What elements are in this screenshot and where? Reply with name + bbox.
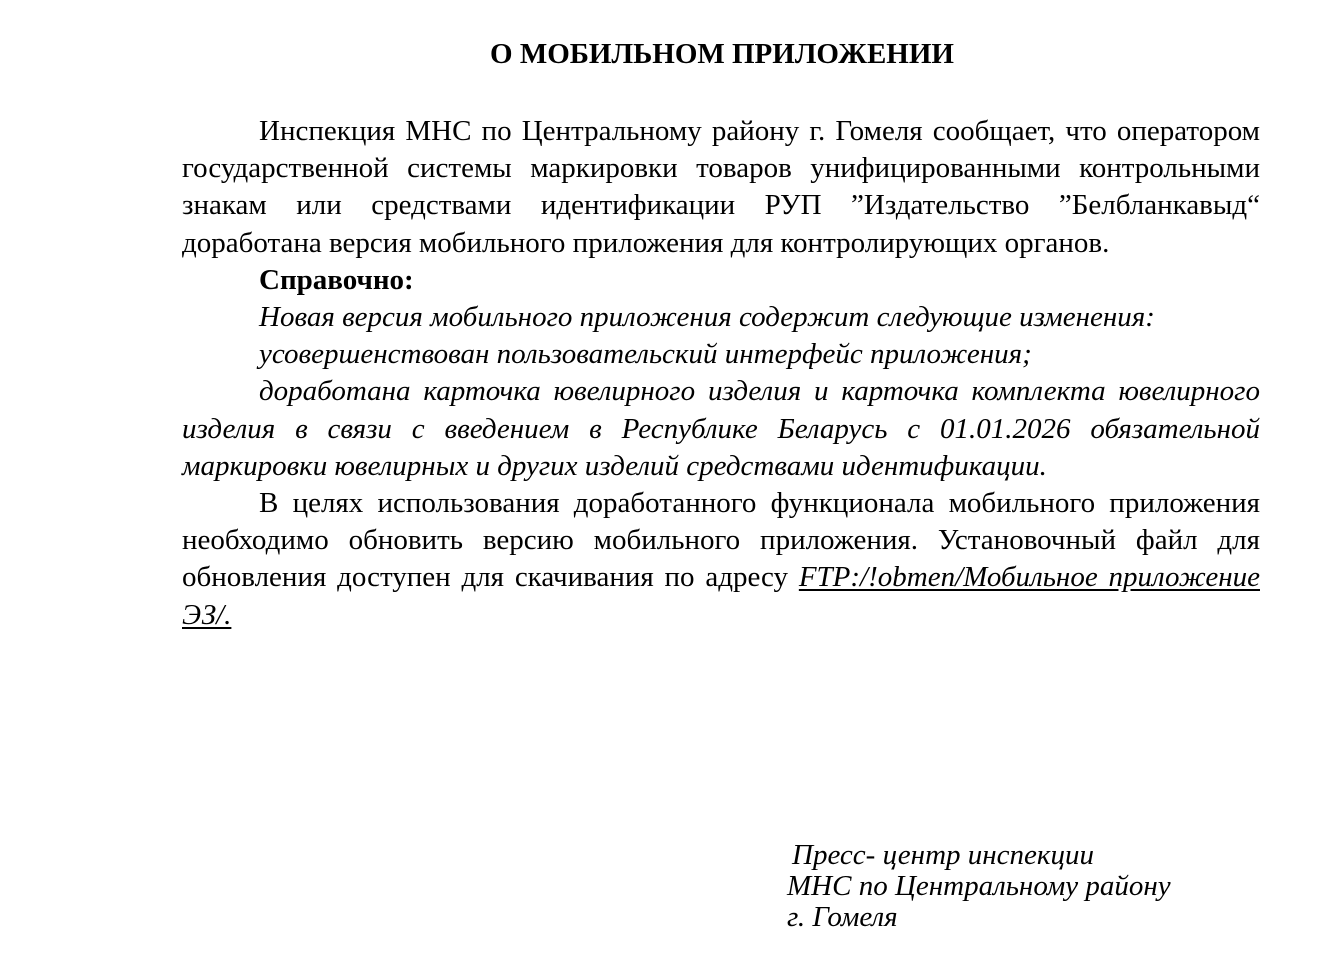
reference-heading: Справочно:: [259, 263, 414, 296]
intro-paragraph: Инспекция МНС по Центральному району г. Гомеля сообщает, что оператором государственной системы маркировки товаров унифицированными контрольными знакам или средствами идентификации РУП ”Издательство ”Белбланкавыд“ доработана версия мобильного приложения для контролирующих органов.: [182, 115, 1260, 259]
change-item-interface: усовершенствован пользовательский интерфейс приложения;: [259, 338, 1032, 371]
update-instructions-text: В целях использования доработанного функционала мобильного приложения необходимо обновить версию мобильного приложения. Установочный файл для обновления доступен для скачивания по адресу: [182, 487, 1260, 594]
change-item-jewelry-card: доработана карточка ювелирного изделия и карточка комплекта ювелирного изделия в связи с введением в Республике Беларусь с 01.01.2026 обязательной маркировки ювелирных и других изделий средствами идентификации.: [182, 375, 1260, 482]
update-instructions-paragraph: [182, 485, 1260, 634]
download-link[interactable]: FTP:/!obmen/Мобильное приложение ЭЗ/.: [182, 561, 1260, 631]
signature-line-city: г. Гомеля: [787, 901, 898, 933]
document-body: [182, 113, 1260, 634]
page-title: О МОБИЛЬНОМ ПРИЛОЖЕНИИ: [490, 38, 954, 70]
changes-intro-paragraph: Новая версия мобильного приложения содержит следующие изменения:: [259, 301, 1155, 334]
signature-line-inspection: МНС по Центральному району: [787, 870, 1171, 902]
signature-block: [787, 840, 1171, 933]
signature-line-press-center: Пресс- центр инспекции: [792, 839, 1094, 871]
